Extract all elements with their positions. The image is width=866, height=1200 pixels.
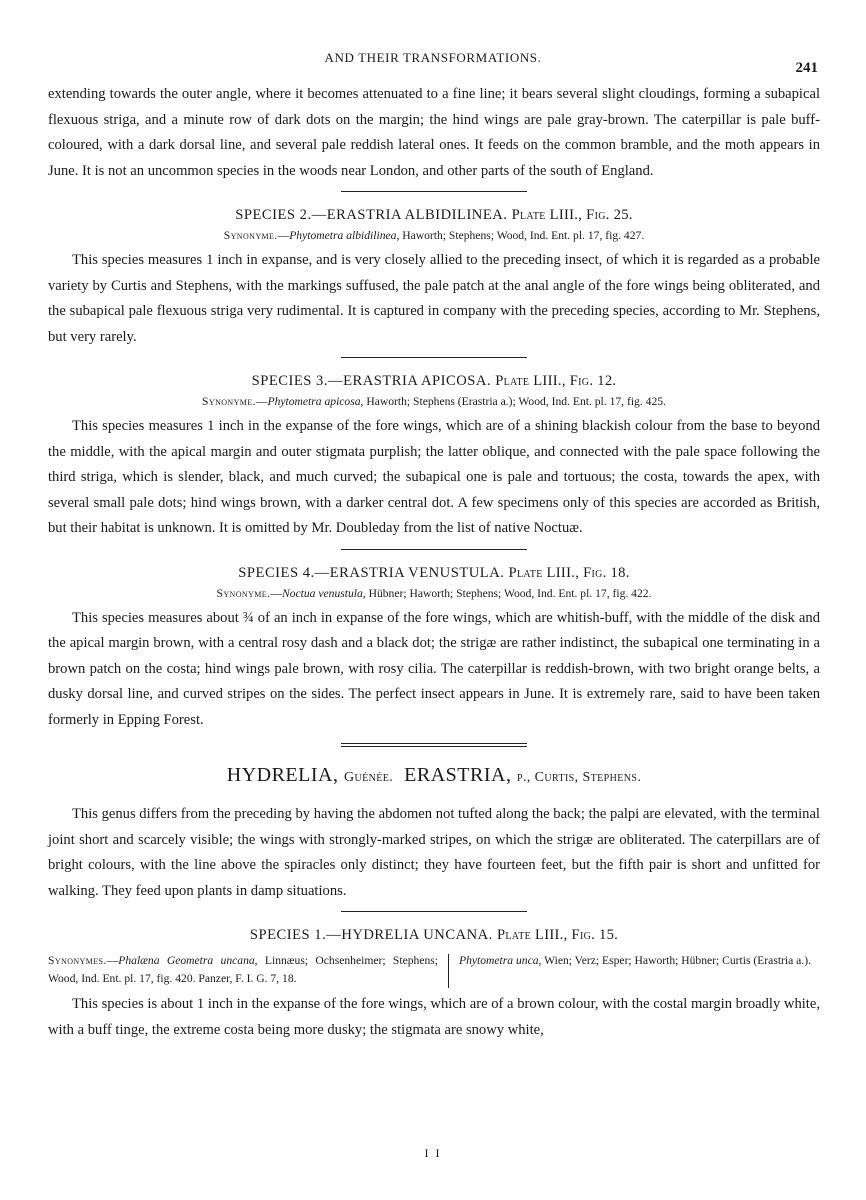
species-2-plate: Plate LIII., Fig. 25. <box>511 207 633 223</box>
genus-double-rule <box>341 743 527 747</box>
species-3-synonyme: Synonyme.—Phytometra apicosa, Haworth; Stephens (Erastria a.); Wood, Ind. Ent. pl. 17, fig. 425. <box>202 395 666 408</box>
species-2-description: This species measures 1 inch in expanse, and is very closely allied to the preceding insect, of which it is regarded as a probable variety by Curtis and Stephens, with the markings suffused, the pale patch at the anal angle of the fore wings being obliterated, and the subapical pale flexuous striga very rudimental. It is captured in company with the preceding species, according to Mr. Stephens, but very rarely. <box>48 252 820 345</box>
synonyme-label: Synonyme. <box>202 395 256 408</box>
species-4-heading <box>48 562 820 584</box>
opening-paragraph: extending towards the outer angle, where it becomes attenuated to a fine line; it bears several slight cloudings, forming a subapical flexuous striga, and a minute row of dark dots on the margin; the hind wings are pale gray-brown. The caterpillar is pale buff-coloured, with a dark dorsal line, and several pale reddish lateral ones. It feeds on the common bramble, and the moth appears in June. It is not an uncommon species in the woods near London, and other parts of the south of England. <box>48 86 820 179</box>
genus-synonym-author: p., Curtis, Stephens. <box>516 770 642 785</box>
synonyme-label: Synonyme. <box>223 229 278 242</box>
synonyme-name: Phalæna Geometra uncana <box>118 954 255 967</box>
synonyme-name: Phytometra apicosa <box>267 395 361 408</box>
synonyme-label: Synonyme. <box>216 586 271 600</box>
genus-author: Guénée. <box>343 770 394 785</box>
species-1-heading <box>48 924 820 946</box>
species-1-description: This species is about 1 inch in the expanse of the fore wings, which are of a brown colour, with the costal margin broadly white, with a buff tinge, the extreme costa being more dusky; the stigmata are snowy white, <box>48 996 820 1038</box>
synonyme-name: Phytometra albidilinea <box>289 229 397 242</box>
synonyme-name: Phytometra unca <box>459 954 539 967</box>
page-number: 241 <box>795 60 818 76</box>
synonyme-references: , Linnæus; Ochsenheimer; Stephens; Wood, Ind. Ent. pl. 17, fig. 420. Panzer, F. I. G. 7, 18. <box>48 954 438 985</box>
species-4-plate: Plate LIII., Fig. 18. <box>508 564 630 581</box>
species-4-synonyme: Synonyme.—Noctua venustula, Hübner; Haworth; Stephens; Wood, Ind. Ent. pl. 17, fig. 422. <box>216 586 652 600</box>
page-body <box>48 82 820 1043</box>
species-2-heading <box>48 204 820 226</box>
synonymes-right-column <box>459 952 819 970</box>
column-divider <box>448 954 449 988</box>
synonyme-references: , Haworth; Stephens (Erastria a.); Wood, Ind. Ent. pl. 17, fig. 425. <box>360 395 666 408</box>
running-head: AND THEIR TRANSFORMATIONS. <box>324 50 542 65</box>
genus-name: HYDRELIA, <box>226 764 339 786</box>
section-rule <box>341 549 527 550</box>
species-2-synonyme: Synonyme.—Phytometra albidilinea, Haworth; Stephens; Wood, Ind. Ent. pl. 17, fig. 427. <box>223 229 645 242</box>
section-rule <box>341 357 527 358</box>
genus-heading <box>48 761 820 792</box>
synonyme-references: , Hübner; Haworth; Stephens; Wood, Ind. Ent. pl. 17, fig. 422. <box>362 586 652 600</box>
synonymes-label: Synonymes. <box>48 954 107 967</box>
species-3-heading <box>48 370 820 392</box>
species-1-title: SPECIES 1.—HYDRELIA UNCANA. <box>249 927 493 943</box>
species-3-title: SPECIES 3.—ERASTRIA APICOSA. <box>251 373 492 389</box>
genus-synonym-name: ERASTRIA, <box>404 764 512 786</box>
signature-mark: I I <box>424 1146 442 1160</box>
species-4-title: SPECIES 4.—ERASTRIA VENUSTULA. <box>238 564 505 581</box>
synonyme-name: Noctua venustula <box>281 586 363 600</box>
species-3-description: This species measures 1 inch in the expanse of the fore wings, which are of a shining blackish colour from the base to beyond the middle, with the apical margin and outer stigmata purplish; the latter oblique, and connected with the pale space following the third striga, which is slender, black, and much curved; the subapical one is pale and tortuous; the costa, towards the apex, with several small pale dots; hind wings brown, with a darker central dot. A few specimens only of this species are accorded as British, but their habitat is unknown. It is omitted by Mr. Doubleday from the list of native Noctuæ. <box>48 418 820 536</box>
synonymes-left-column: Synonymes.—Phalæna Geometra uncana, Linnæus; Ochsenheimer; Stephens; Wood, Ind. Ent. pl. 17, fig. 420. Panzer, F. I. G. 7, 18. <box>48 954 438 985</box>
section-rule <box>341 911 527 912</box>
species-3-plate: Plate LIII., Fig. 12. <box>495 373 617 389</box>
synonyme-references: , Haworth; Stephens; Wood, Ind. Ent. pl. 17, fig. 427. <box>396 229 645 242</box>
synonyme-references: , Wien; Verz; Esper; Haworth; Hübner; Curtis (Erastria a.). <box>538 954 811 967</box>
species-1-plate: Plate LIII., Fig. 15. <box>496 927 619 943</box>
species-2-title: SPECIES 2.—ERASTRIA ALBIDILINEA. <box>235 207 508 223</box>
section-rule <box>341 191 527 192</box>
species-1-synonymes <box>48 952 820 988</box>
genus-description: This genus differs from the preceding by having the abdomen not tufted along the back; the palpi are elevated, with the terminal joint short and scarcely visible; the wings with strongly-marked stripes, on which the strigæ are obliterated. The caterpillars are of bright colours, with the line above the spiracles only distinct; they have fourteen feet, but the fifth pair is short and unfitted for walking. They feed upon plants in damp situations. <box>48 806 820 899</box>
species-4-description: This species measures about ¾ of an inch in expanse of the fore wings, which are whitish-buff, with the middle of the disk and the apical margin brown, with a central rosy dash and a black dot; the strigæ are rather indistinct, the subapical one terminating in a brown patch on the costa; hind wings pale brown, with rosy cilia. The caterpillar is reddish-brown, with two bright orange belts, a dusky dorsal line, and curved stripes on the sides. The perfect insect appears in June. It is extremely rare, said to have been taken formerly in Epping Forest. <box>48 609 820 728</box>
